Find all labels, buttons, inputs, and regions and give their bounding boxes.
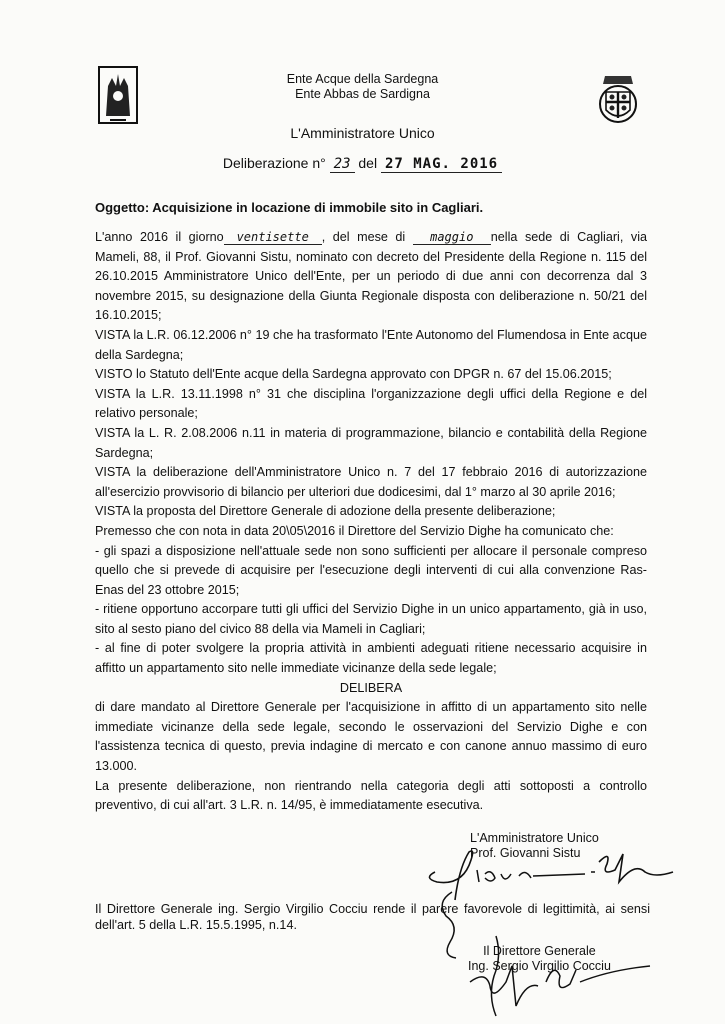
delibera-heading: DELIBERA	[339, 680, 403, 695]
issuer-role: L'Amministratore Unico	[290, 125, 435, 141]
decision-item: di dare mandato al Direttore Generale per l'acquisizione in affitto di un appartamento sito nelle immediate vicinanze della sede legale, secondo le osservazioni del Servizio Dighe e con l'assistenza tecnica di questo, previa indagine di mercato e con canone annuo massimo di euro 13.000.	[95, 700, 647, 774]
premise-item: - gli spazi a disposizione nell'attuale sede non sono sufficienti per allocare il personale compreso quello che si prevede di acquisire per l'esecuzione degli interventi di cui alla convenzione Ras-Enas del 23 ottobre 2015;	[95, 543, 647, 597]
delib-date-stamp: 27 MAG. 2016	[381, 156, 502, 173]
subject-line: Oggetto: Acquisizione in locazione di immobile sito in Cagliari.	[95, 200, 484, 215]
decision-item: La presente deliberazione, non rientrando nella categoria degli atti sottoposti a controllo preventivo, di cui all'art. 3 L.R. n. 14/95, è immediatamente esecutiva.	[95, 778, 647, 813]
intro-paragraph	[95, 228, 647, 326]
director-signature-block	[468, 944, 611, 974]
delib-prefix: Deliberazione n°	[222, 155, 326, 171]
premise-item: VISTA la L.R. 06.12.2006 n° 19 che ha trasformato l'Ente Autonomo del Flumendosa in Ente acque della Sardegna;	[95, 327, 647, 362]
premise-item: VISTO lo Statuto dell'Ente acque della Sardegna approvato con DPGR n. 67 del 15.06.2015;	[95, 367, 612, 382]
document-body	[95, 228, 647, 816]
admin-signature-block	[470, 831, 599, 861]
director-signature-name: Ing. Sergio Virgilio Cocciu	[468, 959, 611, 973]
entity-name-sardinian: Ente Abbas de Sardigna	[295, 87, 430, 101]
premise-item: Premesso che con nota in data 20\05\2016 il Direttore del Servizio Dighe ha comunicato che:	[95, 523, 614, 538]
delib-mid: del	[358, 155, 378, 171]
premise-item: - al fine di poter svolgere la propria attività in ambienti adeguati ritiene necessario acquisire in affitto un appartamento sito nelle immediate vicinanze della sede legale;	[95, 641, 647, 676]
intro-text-c: nella sede di Cagliari, via Mameli, 88, il Prof. Giovanni Sistu, nominato con decreto del Presidente della Regione n. 115 del 26.10.2015 Amministratore Unico dell'Ente, per un periodo di due anni con decorrenza dal 3 novembre 2015, su designazione della Giunta Regionale disposta con deliberazione n. 50/21 del 16.10.2015;	[95, 230, 647, 323]
intro-text-b: , del mese di	[321, 230, 406, 244]
intro-text-a: L'anno 2016 il giorno	[95, 230, 224, 244]
premise-item: VISTA la proposta del Direttore Generale di adozione della presente deliberazione;	[95, 504, 556, 519]
premise-item: - ritiene opportuno accorpare tutti gli uffici del Servizio Dighe in un unico appartamento, già in uso, sito al sesto piano del civico 88 della via Mameli in Cagliari;	[95, 602, 647, 636]
entity-name-italian: Ente Acque della Sardegna	[286, 72, 439, 86]
admin-signature-name: Prof. Giovanni Sistu	[470, 846, 581, 860]
day-handwritten: ventisette	[224, 230, 322, 245]
deliberation-title	[0, 155, 725, 172]
month-handwritten: maggio	[413, 230, 491, 245]
premise-item: VISTA la L.R. 13.11.1998 n° 31 che disciplina l'organizzazione degli uffici della Regione e del relativo personale;	[95, 386, 647, 421]
admin-signature-role: L'Amministratore Unico	[470, 831, 599, 845]
premise-item: VISTA la L. R. 2.08.2006 n.11 in materia di programmazione, bilancio e contabilità della Regione Sardegna;	[95, 425, 647, 460]
director-signature-role: Il Direttore Generale	[483, 944, 596, 958]
delib-number: 23	[330, 156, 355, 173]
legitimacy-opinion: Il Direttore Generale ing. Sergio Virgilio Cocciu rende il parere favorevole di legittimità, ai sensi dell'art. 5 della L.R. 15.5.1995, n.14.	[95, 902, 650, 932]
premise-item: VISTA la deliberazione dell'Amministratore Unico n. 7 del 17 febbraio 2016 di autorizzazione all'esercizio provvisorio di bilancio per ulteriori due dodicesimi, dal 1° marzo al 30 aprile 2016;	[95, 465, 647, 499]
